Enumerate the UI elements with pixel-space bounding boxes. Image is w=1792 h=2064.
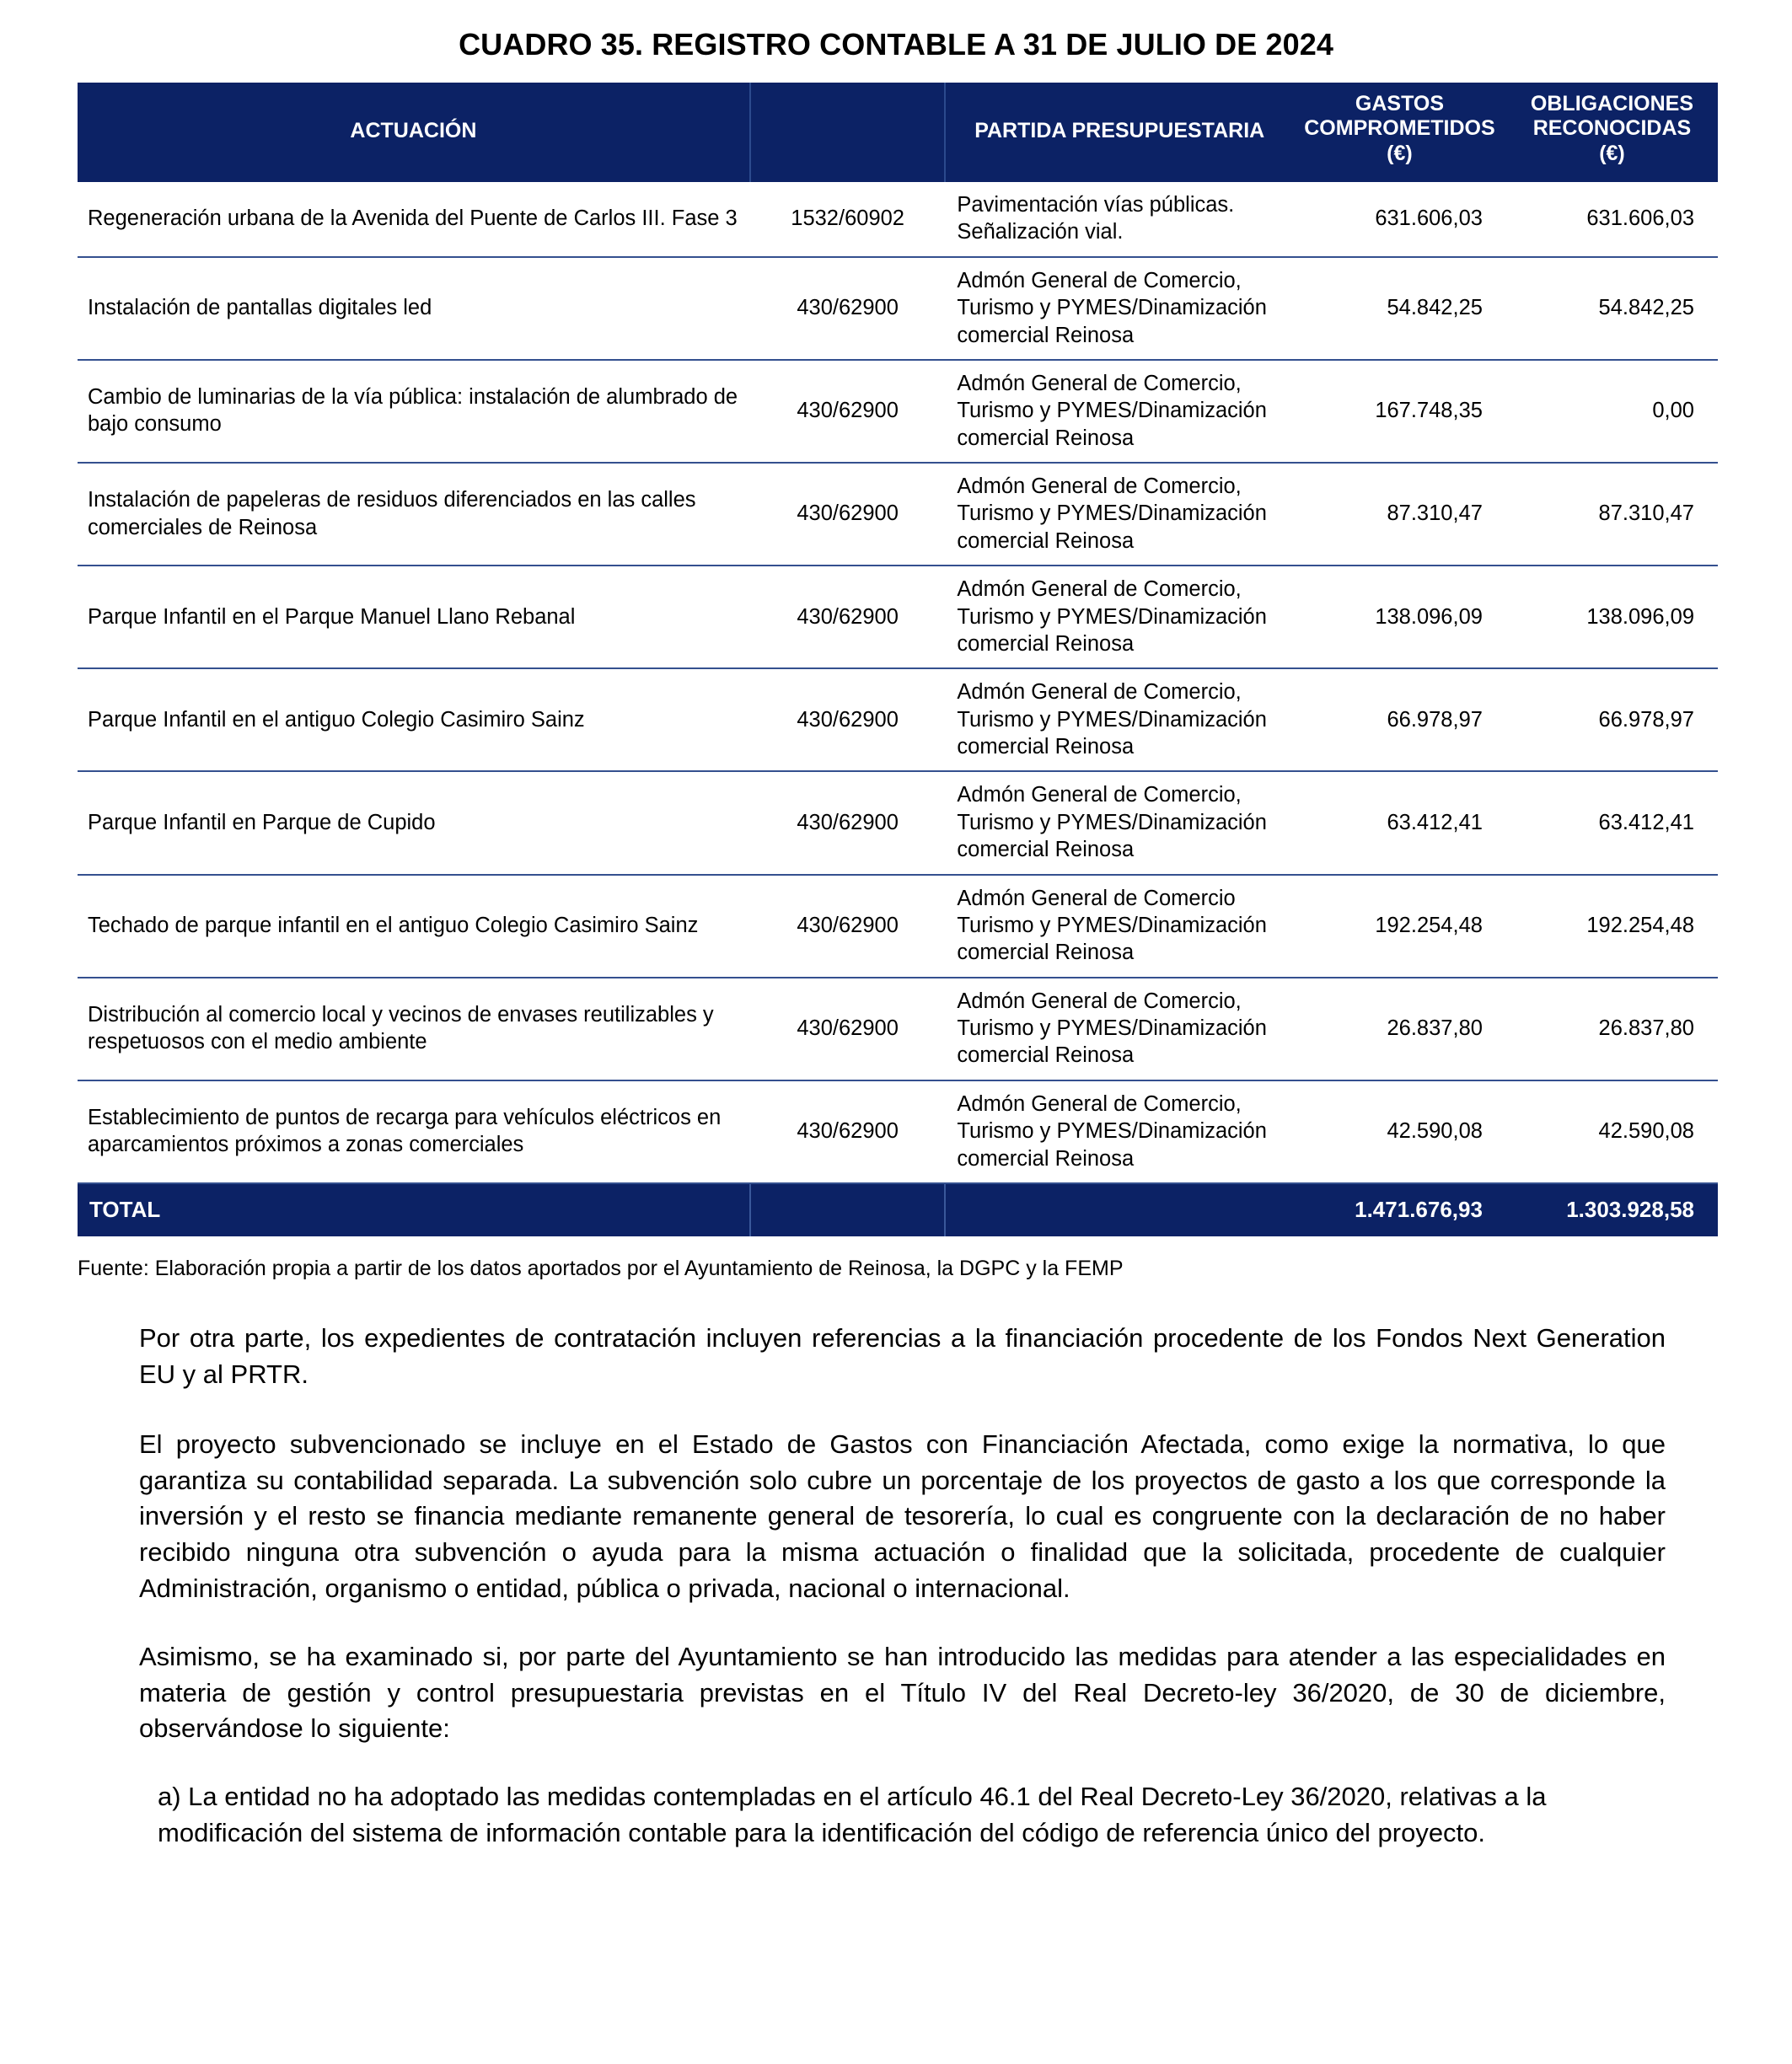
cell-actuacion: Establecimiento de puntos de recarga para vehículos eléctricos en aparcamientos próximos a zonas comerciales bbox=[78, 1080, 750, 1183]
cell-actuacion: Regeneración urbana de la Avenida del Puente de Carlos III. Fase 3 bbox=[78, 182, 750, 257]
table-body bbox=[78, 182, 1718, 1236]
cell-codigo: 430/62900 bbox=[750, 875, 946, 978]
cell-partida: Admón General de Comercio, Turismo y PYMES/Dinamización comercial Reinosa bbox=[945, 668, 1293, 771]
cell-obligaciones-reconocidas: 138.096,09 bbox=[1506, 566, 1718, 668]
gastos-header-line3: (€) bbox=[1387, 141, 1413, 165]
cell-partida: Admón General de Comercio, Turismo y PYMES/Dinamización comercial Reinosa bbox=[945, 566, 1293, 668]
column-header-partida-presupuestaria: PARTIDA PRESUPUESTARIA bbox=[945, 83, 1293, 182]
cell-obligaciones-reconocidas: 63.412,41 bbox=[1506, 771, 1718, 874]
cell-actuacion: Instalación de pantallas digitales led bbox=[78, 257, 750, 360]
total-obligaciones-reconocidas: 1.303.928,58 bbox=[1506, 1183, 1718, 1236]
gastos-header-line2: COMPROMETIDOS bbox=[1304, 116, 1495, 141]
table-row bbox=[78, 771, 1718, 874]
paragraph-1: Por otra parte, los expedientes de contratación incluyen referencias a la financiación procedente de los Fondos Next Generation EU y al PRTR. bbox=[139, 1323, 1666, 1390]
cell-gastos-comprometidos: 63.412,41 bbox=[1293, 771, 1506, 874]
cell-gastos-comprometidos: 26.837,80 bbox=[1293, 978, 1506, 1080]
total-label: TOTAL bbox=[78, 1183, 750, 1236]
cell-partida: Admón General de Comercio Turismo y PYMES/Dinamización comercial Reinosa bbox=[945, 875, 1293, 978]
column-header-obligaciones-reconocidas bbox=[1506, 83, 1718, 182]
table-row bbox=[78, 1080, 1718, 1183]
table-row bbox=[78, 463, 1718, 566]
cell-actuacion: Parque Infantil en el Parque Manuel Llano Rebanal bbox=[78, 566, 750, 668]
cell-actuacion: Techado de parque infantil en el antiguo Colegio Casimiro Sainz bbox=[78, 875, 750, 978]
cell-gastos-comprometidos: 54.842,25 bbox=[1293, 257, 1506, 360]
obligaciones-header-line3: (€) bbox=[1599, 141, 1625, 165]
cell-obligaciones-reconocidas: 54.842,25 bbox=[1506, 257, 1718, 360]
paragraph-4-item-a: a) La entidad no ha adoptado las medidas contempladas en el artículo 46.1 del Real Decreto-Ley 36/2020, relativas a la modificación del sistema de información contable para la identificación del código de referencia único del proyecto. bbox=[158, 1782, 1547, 1847]
cell-actuacion: Parque Infantil en el antiguo Colegio Casimiro Sainz bbox=[78, 668, 750, 771]
total-codigo bbox=[750, 1183, 946, 1236]
table-header-row bbox=[78, 83, 1718, 182]
paragraph-2: El proyecto subvencionado se incluye en el Estado de Gastos con Financiación Afectada, como exige la normativa, lo que garantiza su contabilidad separada. La subvención solo cubre un porcentaje de los proyectos de gasto a los que corresponde la inversión y el resto se financia mediante remanente general de tesorería, lo cual es congruente con la declaración de no haber recibido ninguna otra subvención o ayuda para la misma actuación o finalidad que la solicitada, procedente de cualquier Administración, organismo o entidad, pública o privada, nacional o internacional. bbox=[139, 1429, 1666, 1603]
cell-obligaciones-reconocidas: 0,00 bbox=[1506, 360, 1718, 463]
total-partida bbox=[945, 1183, 1293, 1236]
registro-contable-table bbox=[78, 83, 1718, 1236]
cell-codigo: 430/62900 bbox=[750, 978, 946, 1080]
table-row bbox=[78, 978, 1718, 1080]
cell-obligaciones-reconocidas: 26.837,80 bbox=[1506, 978, 1718, 1080]
cell-gastos-comprometidos: 42.590,08 bbox=[1293, 1080, 1506, 1183]
total-gastos-comprometidos: 1.471.676,93 bbox=[1293, 1183, 1506, 1236]
column-header-codigo bbox=[750, 83, 946, 182]
cell-actuacion: Cambio de luminarias de la vía pública: instalación de alumbrado de bajo consumo bbox=[78, 360, 750, 463]
cell-partida: Admón General de Comercio, Turismo y PYMES/Dinamización comercial Reinosa bbox=[945, 771, 1293, 874]
obligaciones-header-line2: RECONOCIDAS bbox=[1532, 116, 1692, 141]
cell-obligaciones-reconocidas: 192.254,48 bbox=[1506, 875, 1718, 978]
table-row bbox=[78, 875, 1718, 978]
cell-gastos-comprometidos: 138.096,09 bbox=[1293, 566, 1506, 668]
cell-actuacion: Distribución al comercio local y vecinos de envases reutilizables y respetuosos con el medio ambiente bbox=[78, 978, 750, 1080]
table-row bbox=[78, 257, 1718, 360]
cell-codigo: 430/62900 bbox=[750, 463, 946, 566]
cell-codigo: 430/62900 bbox=[750, 1080, 946, 1183]
cell-partida: Admón General de Comercio, Turismo y PYMES/Dinamización comercial Reinosa bbox=[945, 257, 1293, 360]
cell-obligaciones-reconocidas: 42.590,08 bbox=[1506, 1080, 1718, 1183]
cell-gastos-comprometidos: 192.254,48 bbox=[1293, 875, 1506, 978]
cell-obligaciones-reconocidas: 66.978,97 bbox=[1506, 668, 1718, 771]
cell-codigo: 430/62900 bbox=[750, 668, 946, 771]
cell-partida: Admón General de Comercio, Turismo y PYMES/Dinamización comercial Reinosa bbox=[945, 978, 1293, 1080]
gastos-header-line1: GASTOS bbox=[1355, 91, 1445, 115]
table-header bbox=[78, 83, 1718, 182]
table-container bbox=[0, 83, 1792, 1236]
cell-codigo: 430/62900 bbox=[750, 257, 946, 360]
column-header-actuacion: ACTUACIÓN bbox=[78, 83, 750, 182]
cell-partida: Admón General de Comercio, Turismo y PYMES/Dinamización comercial Reinosa bbox=[945, 1080, 1293, 1183]
table-total-row bbox=[78, 1183, 1718, 1236]
paragraph-3: Asimismo, se ha examinado si, por parte del Ayuntamiento se han introducido las medidas para atender a las especialidades en materia de gestión y control presupuestaria previstas en el Título IV del Real Decreto-ley 36/2020, de 30 de diciembre, observándose lo siguiente: bbox=[139, 1641, 1666, 1744]
cell-partida: Pavimentación vías públicas. Señalización vial. bbox=[945, 182, 1293, 257]
table-row bbox=[78, 360, 1718, 463]
cell-codigo: 430/62900 bbox=[750, 360, 946, 463]
body-copy bbox=[0, 1282, 1792, 1851]
obligaciones-header-line1: OBLIGACIONES bbox=[1530, 91, 1693, 115]
cell-gastos-comprometidos: 167.748,35 bbox=[1293, 360, 1506, 463]
table-row bbox=[78, 668, 1718, 771]
cell-actuacion: Instalación de papeleras de residuos diferenciados en las calles comerciales de Reinosa bbox=[78, 463, 750, 566]
cell-partida: Admón General de Comercio, Turismo y PYMES/Dinamización comercial Reinosa bbox=[945, 360, 1293, 463]
column-header-gastos-comprometidos bbox=[1293, 83, 1506, 182]
cell-codigo: 430/62900 bbox=[750, 566, 946, 668]
cell-obligaciones-reconocidas: 87.310,47 bbox=[1506, 463, 1718, 566]
cell-obligaciones-reconocidas: 631.606,03 bbox=[1506, 182, 1718, 257]
page-title: CUADRO 35. REGISTRO CONTABLE A 31 DE JULIO DE 2024 bbox=[459, 27, 1333, 62]
cell-actuacion: Parque Infantil en Parque de Cupido bbox=[78, 771, 750, 874]
source-note: Fuente: Elaboración propia a partir de los datos aportados por el Ayuntamiento de Reinosa, la DGPC y la FEMP bbox=[78, 1256, 1124, 1280]
cell-codigo: 1532/60902 bbox=[750, 182, 946, 257]
table-row bbox=[78, 182, 1718, 257]
cell-partida: Admón General de Comercio, Turismo y PYMES/Dinamización comercial Reinosa bbox=[945, 463, 1293, 566]
cell-gastos-comprometidos: 87.310,47 bbox=[1293, 463, 1506, 566]
table-row bbox=[78, 566, 1718, 668]
cell-gastos-comprometidos: 631.606,03 bbox=[1293, 182, 1506, 257]
cell-gastos-comprometidos: 66.978,97 bbox=[1293, 668, 1506, 771]
cell-codigo: 430/62900 bbox=[750, 771, 946, 874]
